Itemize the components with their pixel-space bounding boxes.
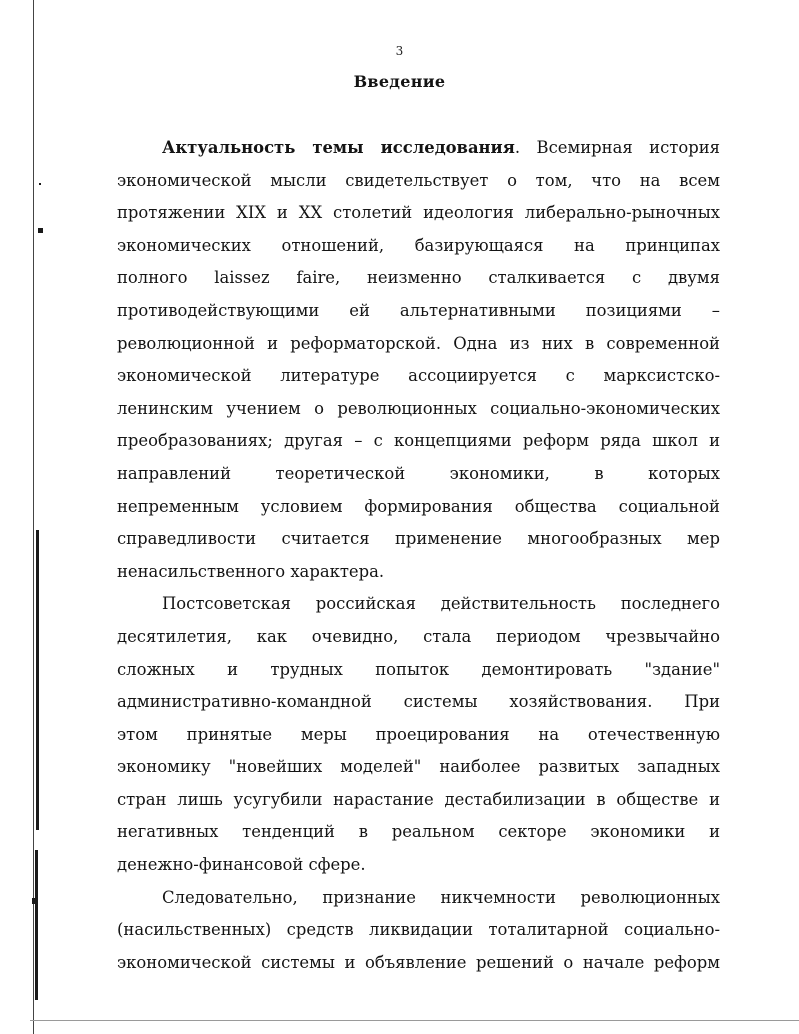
paragraph-line: десятилетия, как очевидно, стала периодом чрезвычайно: [117, 626, 720, 646]
paragraph-line: противодействующими ей альтернативными позициями –: [117, 300, 720, 320]
paragraph-line: этом принятые меры проецирования на отечественную: [117, 724, 720, 744]
paragraph-line: экономической мысли свидетельствует о том, что на всем: [117, 170, 720, 190]
paragraph-line: ненасильственного характера.: [117, 561, 385, 581]
paragraph-1-line-1: [117, 132, 720, 165]
paragraph-line: Постсоветская российская действительность последнего: [162, 594, 720, 614]
paragraph-line: ленинским учением о революционных социально-экономических: [117, 398, 720, 418]
paragraph-line: экономику "новейших моделей" наиболее развитых западных: [117, 757, 720, 777]
paragraph-line: негативных тенденций в реальном секторе экономики и: [117, 822, 720, 842]
paragraph-line: сложных и трудных попыток демонтировать "здание": [117, 659, 720, 679]
page-title: Введение: [353, 72, 446, 91]
scan-margin-line: [33, 0, 34, 1034]
topic-relevance-heading: Актуальность темы исследования: [162, 138, 515, 157]
paragraph-line: стран лишь усугубили нарастание дестабилизации в обществе и: [117, 789, 720, 809]
document-body: [117, 132, 720, 979]
paragraph-line: преобразованиях; другая – с концепциями реформ ряда школ и: [117, 431, 720, 451]
paragraph-line: Следовательно, признание никчемности революционных: [162, 887, 720, 907]
paragraph-line: революционной и реформаторской. Одна из них в современной: [117, 333, 720, 353]
paragraph-line: денежно-финансовой сфере.: [117, 855, 366, 875]
scan-margin-dot: [32, 898, 38, 904]
scan-bottom-edge: [30, 1020, 799, 1021]
paragraph-line: экономической литературе ассоциируется с марксистско-: [117, 366, 720, 386]
paragraph-line: экономической системы и объявление решений о начале реформ: [117, 952, 720, 972]
scan-margin-dot: [38, 228, 43, 233]
line-text: . Всемирная история: [514, 138, 720, 157]
scan-margin-streak: [36, 530, 39, 830]
paragraph-line: экономических отношений, базирующаяся на принципах: [117, 235, 720, 255]
paragraph-line: непременным условием формирования общества социальной: [117, 496, 720, 516]
paragraph-line: полного laissez faire, неизменно сталкивается с двумя: [117, 268, 720, 288]
paragraph-line: справедливости считается применение многообразных мер: [117, 529, 720, 549]
paragraph-line: протяжении XIX и XX столетий идеология либерально-рыночных: [117, 203, 720, 223]
paragraph-line: направлений теоретической экономики, в которых: [117, 463, 720, 483]
paragraph-line: (насильственных) средств ликвидации тоталитарной социально-: [117, 920, 720, 940]
page-number: 3: [395, 44, 404, 58]
scan-margin-dot: [39, 183, 41, 185]
scan-margin-streak: [35, 850, 38, 1000]
paragraph-line: административно-командной системы хозяйствования. При: [117, 692, 720, 712]
